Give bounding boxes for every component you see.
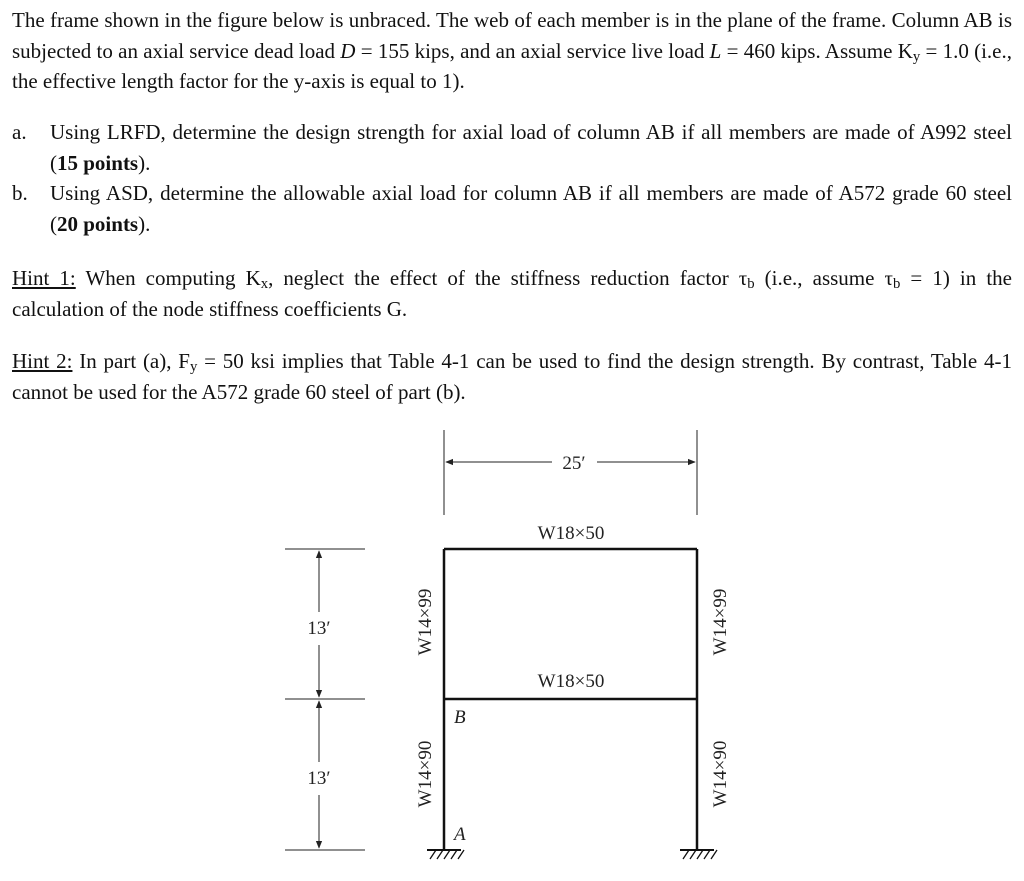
top-beam-label: W18×50 bbox=[537, 523, 605, 544]
question-b-body: Using ASD, determine the allowable axial load for column AB if all members are made of A572 grade 60 steel ( bbox=[50, 181, 1012, 236]
question-b-end: ). bbox=[138, 211, 151, 236]
hint-1-text-4: = 1) in the calculation of the node stiffness coefficients G. bbox=[12, 266, 1012, 321]
lower-height-label: 13′ bbox=[307, 768, 331, 789]
intro-text-3: = 460 kips. Assume K bbox=[721, 38, 913, 63]
intro-text-2: = 155 kips, and an axial service live load bbox=[355, 38, 710, 63]
intro-text-4: = 1.0 (i.e., the effective length factor for the y-axis is equal to 1). bbox=[12, 38, 1012, 93]
fy-subscript: y bbox=[189, 359, 198, 376]
kx-subscript: x bbox=[260, 276, 269, 293]
node-a-label: A bbox=[454, 824, 466, 845]
left-lower-column-label: W14×90 bbox=[415, 740, 436, 808]
intro-text-1: The frame shown in the figure below is unbraced. The web of each member is in the plane of the frame. Column AB is subjected to an axial service dead load bbox=[12, 8, 1012, 63]
dead-load-symbol: D bbox=[340, 38, 356, 63]
question-a-body: Using LRFD, determine the design strength for axial load of column AB if all members are made of A992 steel ( bbox=[50, 120, 1012, 175]
ky-subscript: y bbox=[912, 48, 921, 65]
support-right-hatch bbox=[683, 850, 717, 859]
hint-2-text-2: = 50 ksi implies that Table 4-1 can be used to find the design strength. By contrast, Table 4-1 cannot be used for the A572 grade 60 steel of part (b). bbox=[12, 349, 1012, 404]
hint-1-text-1: When computing K bbox=[75, 266, 261, 290]
question-a-points: 15 points bbox=[57, 150, 139, 175]
hint-2-label: Hint 2: bbox=[12, 349, 73, 373]
node-b-label: B bbox=[454, 707, 466, 728]
left-upper-column-label: W14×99 bbox=[415, 588, 436, 656]
hint-1-label: Hint 1: bbox=[12, 266, 76, 290]
right-lower-column-label: W14×90 bbox=[710, 740, 731, 808]
support-left bbox=[427, 850, 464, 859]
span-dimension bbox=[444, 430, 697, 515]
question-b-points: 20 points bbox=[57, 211, 139, 236]
question-b-label: b. bbox=[12, 181, 28, 205]
support-right bbox=[680, 850, 717, 859]
frame-members bbox=[444, 549, 697, 850]
tau-subscript-2: b bbox=[892, 276, 901, 293]
support-left-hatch bbox=[430, 850, 464, 859]
question-a-end: ). bbox=[138, 150, 151, 175]
hint-1-text-2: , neglect the effect of the stiffness reduction factor τ bbox=[268, 266, 748, 290]
tau-subscript: b bbox=[747, 276, 755, 293]
question-a-label: a. bbox=[12, 120, 27, 144]
height-dimension bbox=[285, 549, 365, 850]
span-label: 25′ bbox=[562, 453, 586, 474]
hint-2-text-1: In part (a), F bbox=[72, 349, 190, 373]
live-load-symbol: L bbox=[709, 38, 722, 63]
upper-height-label: 13′ bbox=[307, 618, 331, 639]
middle-beam-label: W18×50 bbox=[537, 671, 605, 692]
hint-1-text-3: (i.e., assume τ bbox=[754, 266, 893, 290]
right-upper-column-label: W14×99 bbox=[710, 588, 731, 656]
